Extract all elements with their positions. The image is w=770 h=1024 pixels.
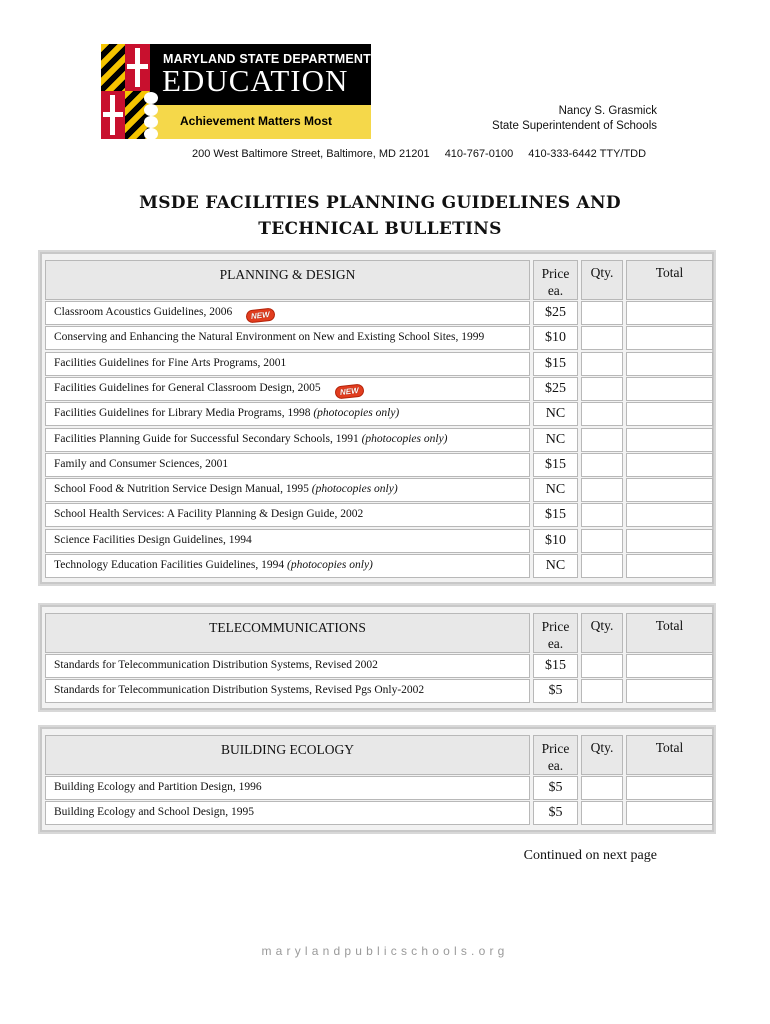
item-title: Building Ecology and School Design, 1995 bbox=[54, 806, 254, 819]
price-header-line-1: Price bbox=[541, 741, 570, 756]
item-description bbox=[45, 428, 530, 452]
item-description bbox=[45, 554, 530, 578]
item-price: NC bbox=[533, 554, 578, 578]
total-field[interactable] bbox=[626, 402, 713, 426]
qty-input[interactable] bbox=[581, 801, 623, 825]
section-planning-design bbox=[38, 250, 716, 586]
section-telecommunications bbox=[38, 603, 716, 712]
item-title: School Health Services: A Facility Planning & Design Guide, 2002 bbox=[54, 508, 364, 521]
price-header-line-2: ea. bbox=[547, 758, 564, 773]
qty-input[interactable] bbox=[581, 377, 623, 401]
item-title: Facilities Planning Guide for Successful Secondary Schools, 1991 bbox=[54, 432, 362, 445]
item-title: School Food & Nutrition Service Design Manual, 1995 bbox=[54, 483, 312, 496]
total-field[interactable] bbox=[626, 654, 713, 678]
document-title bbox=[40, 190, 720, 242]
price-column-header bbox=[533, 260, 578, 300]
item-title: Facilities Guidelines for General Classroom Design, 2005 bbox=[54, 381, 321, 394]
total-column-header: Total bbox=[626, 735, 713, 775]
title-line-2: TECHNICAL BULLETINS bbox=[258, 219, 502, 239]
title-line-1: MSDE FACILITIES PLANNING GUIDELINES AND bbox=[139, 193, 621, 213]
item-price: $25 bbox=[533, 377, 578, 401]
price-column-header bbox=[533, 735, 578, 775]
item-note: (photocopies only) bbox=[361, 432, 448, 445]
item-note: (photocopies only) bbox=[311, 483, 398, 496]
superintendent-title: State Superintendent of Schools bbox=[492, 120, 657, 132]
qty-input[interactable] bbox=[581, 326, 623, 350]
item-title: Family and Consumer Sciences, 2001 bbox=[54, 457, 229, 470]
item-title: Technology Education Facilities Guidelines, 1994 bbox=[54, 559, 287, 571]
footer-url: marylandpublicschools.org bbox=[261, 944, 509, 958]
price-header-line-2: ea. bbox=[547, 283, 564, 298]
total-field[interactable] bbox=[626, 679, 713, 703]
item-price: $5 bbox=[533, 679, 578, 703]
qty-input[interactable] bbox=[581, 478, 623, 502]
item-description bbox=[45, 776, 530, 800]
item-title: Facilities Guidelines for Fine Arts Programs, 2001 bbox=[54, 356, 287, 369]
qty-input[interactable] bbox=[581, 352, 623, 376]
qty-input[interactable] bbox=[581, 301, 623, 325]
continued-note: Continued on next page bbox=[523, 848, 657, 863]
qty-input[interactable] bbox=[581, 428, 623, 452]
item-note: (photocopies only) bbox=[286, 559, 373, 571]
qty-input[interactable] bbox=[581, 679, 623, 703]
qty-input[interactable] bbox=[581, 776, 623, 800]
item-price: $5 bbox=[533, 801, 578, 825]
contact-line bbox=[192, 148, 658, 160]
item-price: $25 bbox=[533, 301, 578, 325]
item-description bbox=[45, 301, 530, 325]
address: 200 West Baltimore Street, Baltimore, MD 21201 bbox=[192, 148, 430, 160]
item-title: Standards for Telecommunication Distribution Systems, Revised 2002 bbox=[54, 659, 378, 671]
item-price: NC bbox=[533, 428, 578, 452]
qty-input[interactable] bbox=[581, 453, 623, 477]
section-heading: TELECOMMUNICATIONS bbox=[45, 613, 530, 653]
item-note: (photocopies only) bbox=[313, 407, 400, 420]
total-field[interactable] bbox=[626, 801, 713, 825]
section-building-ecology bbox=[38, 725, 716, 834]
total-field[interactable] bbox=[626, 776, 713, 800]
item-description bbox=[45, 529, 530, 553]
qty-input[interactable] bbox=[581, 654, 623, 678]
item-description bbox=[45, 679, 530, 703]
item-price: NC bbox=[533, 402, 578, 426]
total-field[interactable] bbox=[626, 377, 713, 401]
total-field[interactable] bbox=[626, 453, 713, 477]
qty-input[interactable] bbox=[581, 402, 623, 426]
total-field[interactable] bbox=[626, 301, 713, 325]
item-price: $10 bbox=[533, 326, 578, 350]
qty-input[interactable] bbox=[581, 529, 623, 553]
item-description bbox=[45, 377, 530, 401]
logo-tagline: Achievement Matters Most bbox=[180, 114, 333, 128]
total-field[interactable] bbox=[626, 503, 713, 527]
item-description bbox=[45, 326, 530, 350]
total-field[interactable] bbox=[626, 529, 713, 553]
msde-logo bbox=[101, 44, 393, 139]
item-description bbox=[45, 478, 530, 502]
qty-column-header: Qty. bbox=[581, 613, 623, 653]
item-description bbox=[45, 453, 530, 477]
item-description bbox=[45, 654, 530, 678]
item-title: Science Facilities Design Guidelines, 1994 bbox=[54, 533, 252, 546]
total-field[interactable] bbox=[626, 554, 713, 578]
item-title: Conserving and Enhancing the Natural Environment on New and Existing School Sites, 1999 bbox=[54, 331, 485, 344]
item-title: Standards for Telecommunication Distribution Systems, Revised Pgs Only-2002 bbox=[54, 684, 425, 697]
item-title: Classroom Acoustics Guidelines, 2006 bbox=[54, 306, 233, 318]
item-price: $5 bbox=[533, 776, 578, 800]
new-badge-icon: NEW bbox=[246, 308, 276, 324]
item-title: Facilities Guidelines for Library Media Programs, 1998 bbox=[54, 407, 314, 420]
price-header-line-1: Price bbox=[541, 266, 570, 281]
item-title: Building Ecology and Partition Design, 1996 bbox=[54, 781, 262, 793]
price-column-header bbox=[533, 613, 578, 653]
total-column-header: Total bbox=[626, 613, 713, 653]
item-description bbox=[45, 801, 530, 825]
section-heading: BUILDING ECOLOGY bbox=[45, 735, 530, 775]
total-field[interactable] bbox=[626, 478, 713, 502]
total-field[interactable] bbox=[626, 326, 713, 350]
item-price: NC bbox=[533, 478, 578, 502]
qty-column-header: Qty. bbox=[581, 260, 623, 300]
item-description bbox=[45, 503, 530, 527]
qty-input[interactable] bbox=[581, 503, 623, 527]
total-field[interactable] bbox=[626, 352, 713, 376]
item-price: $10 bbox=[533, 529, 578, 553]
qty-column-header: Qty. bbox=[581, 735, 623, 775]
item-price: $15 bbox=[533, 654, 578, 678]
item-description bbox=[45, 402, 530, 426]
total-field[interactable] bbox=[626, 428, 713, 452]
item-price: $15 bbox=[533, 503, 578, 527]
price-header-line-2: ea. bbox=[547, 636, 564, 651]
item-description bbox=[45, 352, 530, 376]
price-header-line-1: Price bbox=[541, 619, 570, 634]
item-price: $15 bbox=[533, 453, 578, 477]
qty-input[interactable] bbox=[581, 554, 623, 578]
logo-line-1: MARYLAND STATE DEPARTMENT OF bbox=[163, 52, 393, 66]
total-column-header: Total bbox=[626, 260, 713, 300]
superintendent-name: Nancy S. Grasmick bbox=[558, 105, 657, 117]
tty-phone: 410-333-6442 TTY/TDD bbox=[528, 148, 647, 160]
item-price: $15 bbox=[533, 352, 578, 376]
superintendent-block bbox=[492, 104, 657, 134]
phone: 410-767-0100 bbox=[444, 148, 514, 160]
section-heading: PLANNING & DESIGN bbox=[45, 260, 530, 300]
logo-line-2: EDUCATION bbox=[162, 63, 349, 98]
new-badge-icon: NEW bbox=[334, 383, 364, 399]
